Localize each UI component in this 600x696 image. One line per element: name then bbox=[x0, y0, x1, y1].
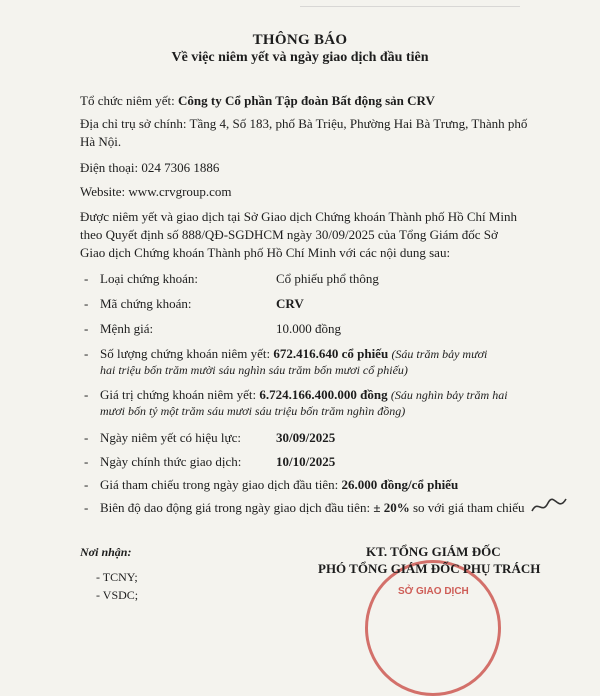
intro-line-1: Được niêm yết và giao dịch tại Sở Giao dịch Chứng khoán Thành phố Hồ Chí Minh bbox=[80, 209, 518, 224]
list-item-type bbox=[84, 271, 379, 287]
bullet-dash: - bbox=[84, 430, 89, 445]
value-words-1: (Sáu nghìn bảy trăm hai bbox=[390, 388, 508, 402]
value-words-2: mươi bốn tỷ một trăm sáu mươi sáu triệu bốn trăm nghìn đồng) bbox=[100, 404, 406, 418]
price-band-value: ± 20% bbox=[373, 500, 410, 515]
issuer-name: Công ty Cổ phần Tập đoàn Bất động sản CRV bbox=[178, 93, 435, 108]
document-subtitle: Về việc niêm yết và ngày giao dịch đầu tiên bbox=[171, 50, 429, 65]
bullet-dash: - bbox=[84, 346, 89, 361]
quantity-words-2: hai triệu bốn trăm mười sáu nghìn sáu trăm bốn mươi cổ phiếu) bbox=[100, 363, 408, 377]
code-value: CRV bbox=[276, 296, 304, 311]
list-item-par bbox=[84, 321, 341, 337]
signature-title-2: PHÓ TỔNG GIÁM ĐỐC PHỤ TRÁCH bbox=[318, 561, 541, 576]
recipient-item: - VSDC; bbox=[96, 588, 139, 602]
recipients-title: Nơi nhận: bbox=[80, 545, 132, 559]
intro-line-2: theo Quyết định số 888/QĐ-SGDHCM ngày 30/09/2025 của Tổng Giám đốc Sở bbox=[80, 227, 498, 242]
bullet-dash: - bbox=[84, 477, 89, 492]
bullet-dash: - bbox=[84, 271, 89, 286]
address-line-2: Hà Nội. bbox=[80, 134, 122, 149]
phone-line: Điện thoại: 024 7306 1886 bbox=[80, 160, 220, 175]
website-line: Website: www.crvgroup.com bbox=[80, 184, 232, 199]
recipient-item: - TCNY; bbox=[96, 570, 138, 584]
trading-date-value: 10/10/2025 bbox=[276, 454, 336, 469]
document-title: THÔNG BÁO bbox=[252, 32, 348, 48]
issuer-line bbox=[80, 93, 435, 109]
price-band-label: Biên độ dao động giá trong ngày giao dịch đầu tiên: bbox=[100, 500, 371, 515]
reference-price-label: Giá tham chiếu trong ngày giao dịch đầu tiên: bbox=[100, 477, 339, 492]
bullet-dash: - bbox=[84, 454, 89, 469]
bullet-dash: - bbox=[84, 387, 89, 402]
handwritten-mark-icon bbox=[530, 495, 570, 517]
price-band-tail: so với giá tham chiếu bbox=[412, 500, 525, 515]
quantity-value: 672.416.640 cổ phiếu bbox=[273, 346, 389, 361]
value-label: Giá trị chứng khoán niêm yết: bbox=[100, 387, 257, 402]
intro-line-3: Giao dịch Chứng khoán Thành phố Hồ Chí Minh với các nội dung sau: bbox=[80, 245, 451, 260]
list-item-effective-date bbox=[84, 430, 336, 446]
code-label: Mã chứng khoán: bbox=[100, 296, 192, 311]
official-stamp bbox=[365, 560, 501, 696]
stamp-text: SỞ GIAO DỊCH bbox=[398, 586, 469, 597]
effective-date-value: 30/09/2025 bbox=[276, 430, 336, 445]
list-item-reference-price bbox=[84, 477, 458, 493]
reference-price-value: 26.000 đồng/cổ phiếu bbox=[341, 477, 459, 492]
issuer-label: Tổ chức niêm yết: bbox=[80, 93, 175, 108]
top-edge-mark bbox=[300, 0, 520, 7]
par-value: 10.000 đồng bbox=[276, 321, 341, 336]
quantity-label: Số lượng chứng khoán niêm yết: bbox=[100, 346, 271, 361]
list-item-value bbox=[84, 387, 508, 403]
signature-title-1: KT. TỔNG GIÁM ĐỐC bbox=[366, 544, 501, 559]
type-label: Loại chứng khoán: bbox=[100, 271, 199, 286]
par-label: Mệnh giá: bbox=[100, 321, 154, 336]
list-item-price-band bbox=[84, 500, 525, 516]
list-item-trading-date bbox=[84, 454, 336, 470]
type-value: Cổ phiếu phổ thông bbox=[276, 271, 379, 286]
bullet-dash: - bbox=[84, 321, 89, 336]
quantity-words-1: (Sáu trăm bảy mươi bbox=[391, 347, 488, 361]
list-item-code bbox=[84, 296, 304, 312]
trading-date-label: Ngày chính thức giao dịch: bbox=[100, 454, 242, 469]
effective-date-label: Ngày niêm yết có hiệu lực: bbox=[100, 430, 241, 445]
bullet-dash: - bbox=[84, 296, 89, 311]
value-amount: 6.724.166.400.000 đồng bbox=[259, 387, 388, 402]
address-line-1: Địa chỉ trụ sở chính: Tầng 4, Số 183, phố Bà Triệu, Phường Hai Bà Trưng, Thành phố bbox=[80, 116, 528, 131]
list-item-quantity bbox=[84, 346, 487, 362]
bullet-dash: - bbox=[84, 500, 89, 515]
